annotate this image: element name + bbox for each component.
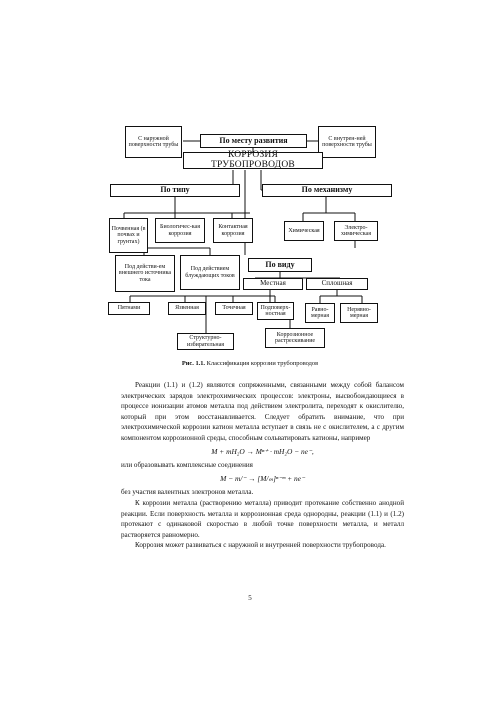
paragraph-3: без участия валентных электронов металла.: [121, 488, 254, 497]
box-inner-surface: С внутрен-ней поверхности трубы: [318, 126, 376, 158]
box-external-source: Под действи-ем внешнего источника тока: [115, 255, 175, 292]
box-point: Точечная: [215, 302, 253, 315]
box-nonuniform: Нерявно-мерная: [340, 303, 378, 323]
box-structural: Структурно-избирательная: [177, 333, 234, 350]
paragraph-1: Реакции (1.1) и (1.2) являются сопряженными, связанными между собой балансом электрических зарядов электрохимических процессов: электроны, высвобождающиеся в процессе ионизации атомов металла под действием электролита, переходят к окислителю, который при этом восстанавливается. Следует обратить внимание, что при электрохимической коррозии катион металла вступает в связь не с окислителем, а с другим компонентом коррозионной среды, способным сольватировать катионы, например: [121, 381, 404, 442]
box-by-mechanism: По механизму: [262, 184, 392, 197]
paragraph-4: К коррозии металла (растворению металла) приводит протекание собственно анодной реакции. Если поверхность металла и коррозионная среда однородны, реакции (1.1) и (1.2) протекают с одинаковой скоростью в любой точке поверхности металла, и металл растворяется равномерно.: [121, 498, 404, 539]
box-by-view: По виду: [248, 258, 312, 272]
box-continuous: Сплошная: [306, 278, 368, 290]
box-spots: Пятнами: [108, 302, 150, 315]
caption-text: Классификация коррозии трубопроводов: [206, 360, 319, 367]
box-uniform: Равно-мерная: [305, 303, 335, 323]
box-stray-currents: Под действием блуждающих токов: [180, 255, 240, 290]
body-text: [121, 380, 404, 551]
box-soil: Почвенная (в почвах и грунтах): [109, 218, 148, 253]
box-by-type: По типу: [110, 184, 240, 197]
box-ulcer: Язвенная: [168, 302, 206, 315]
box-cracking: Коррозионное растрескивание: [265, 328, 325, 348]
paragraph-2: или образовывать комплексные соединения: [121, 461, 253, 470]
formula-1: M + mH₂O → Mⁿ⁺ · mH₂O − ne⁻,: [211, 446, 314, 456]
box-outer-surface: С наружной поверхности трубы: [125, 126, 182, 158]
box-electrochemical: Электро-химическая: [334, 221, 378, 241]
box-chemical: Химическая: [284, 221, 324, 241]
box-root: КОРРОЗИЯ ТРУБОПРОВОДОВ: [183, 152, 323, 169]
caption-label: Рис. 1.1.: [181, 360, 206, 367]
page-number: 5: [248, 594, 252, 602]
box-bio: Биологичес-кая коррозия: [155, 218, 205, 243]
box-subsurface: Подповерх-ностная: [257, 302, 294, 320]
figure-caption: [0, 360, 500, 367]
formula-2: M − m/⁻ → [M/ₘ]ⁿ⁻ᵐ + ne⁻: [220, 473, 305, 483]
box-local: Местная: [243, 278, 303, 290]
box-by-place: По месту развития: [200, 134, 307, 148]
box-contact: Контактная коррозия: [213, 218, 253, 243]
paragraph-5: Коррозия может развиваться с наружной и внутренней поверхности трубопровода.: [135, 541, 386, 550]
